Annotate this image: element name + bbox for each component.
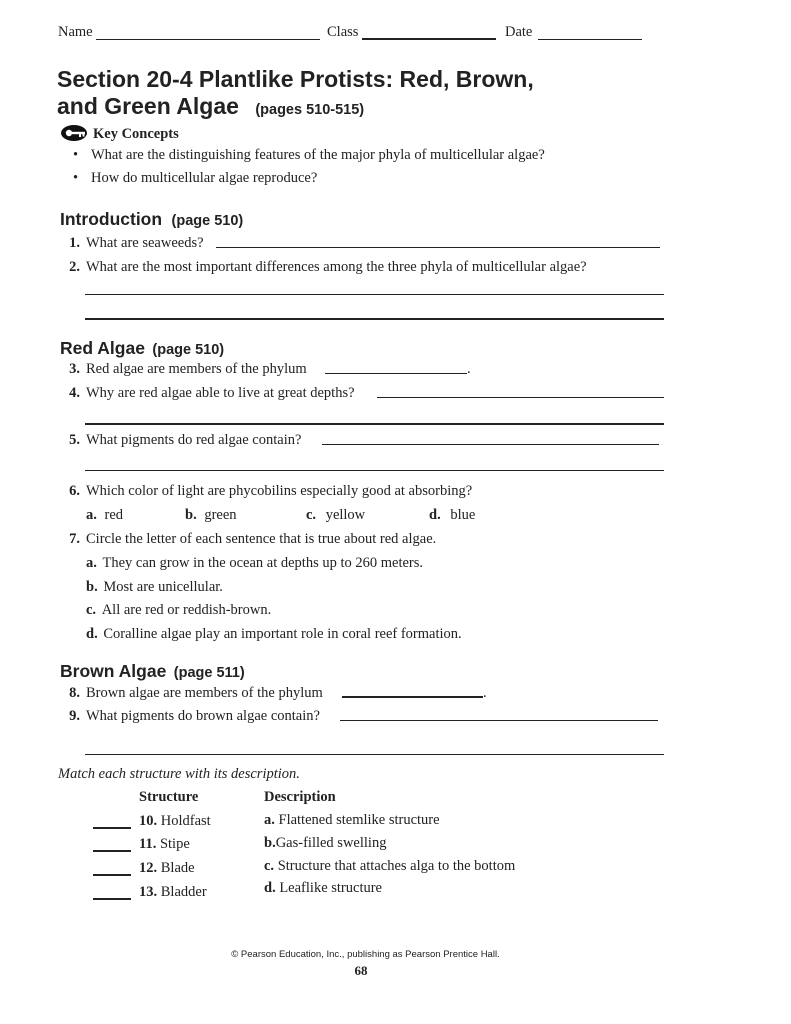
choice-c[interactable]: c. yellow — [306, 507, 366, 523]
section-title-line2 — [57, 93, 364, 120]
date-field[interactable] — [538, 39, 642, 40]
answer-line-q9[interactable] — [340, 720, 658, 721]
choice-a[interactable]: a. red — [86, 507, 124, 523]
question-5: 5. What pigments do red algae contain? — [69, 432, 302, 448]
q8-period: . — [483, 685, 487, 701]
question-4: 4. Why are red algae able to live at great depths? — [69, 385, 355, 401]
answer-line-q4[interactable] — [85, 423, 664, 425]
description-item: b.Gas-filled swelling — [264, 835, 387, 851]
key-concept-item: • What are the distinguishing features of the major phyla of multicellular algae? — [73, 147, 545, 163]
answer-line-q5[interactable] — [322, 444, 659, 445]
question-6: 6. Which color of light are phycobilins especially good at absorbing? — [69, 483, 473, 499]
class-label: Class — [327, 24, 359, 40]
match-blank-12[interactable] — [93, 874, 131, 876]
key-concepts-label: Key Concepts — [93, 126, 179, 142]
answer-line-q4[interactable] — [377, 397, 664, 398]
question-7: 7. Circle the letter of each sentence that is true about red algae. — [69, 531, 437, 547]
description-header: Description — [264, 789, 336, 805]
choice-c[interactable]: c. All are red or reddish-brown. — [86, 602, 272, 618]
section-title-text: and Green Algae — [57, 93, 239, 119]
choice-d[interactable]: d. Coralline algae play an important role in coral reef formation. — [86, 626, 462, 642]
choice-d[interactable]: d. blue — [429, 507, 476, 523]
question-3: 3. Red algae are members of the phylum — [69, 361, 307, 377]
structure-item: 12. Blade — [139, 860, 195, 876]
answer-line-q2[interactable] — [85, 294, 664, 295]
structure-item: 13. Bladder — [139, 884, 207, 900]
date-label: Date — [505, 24, 533, 40]
key-icon — [60, 124, 90, 142]
answer-line-q5[interactable] — [85, 470, 664, 471]
description-item: a. Flattened stemlike structure — [264, 812, 440, 828]
choice-b[interactable]: b. green — [185, 507, 237, 523]
match-blank-11[interactable] — [93, 850, 131, 852]
page-number: 68 — [354, 963, 368, 978]
match-blank-10[interactable] — [93, 827, 131, 829]
question-2: 2. What are the most important differences among the three phyla of multicellular algae? — [69, 259, 587, 275]
name-field[interactable] — [96, 39, 320, 40]
answer-line-q3[interactable] — [325, 373, 467, 374]
structure-header: Structure — [139, 789, 199, 805]
answer-line-q8[interactable] — [342, 696, 483, 698]
red-algae-heading: Red Algae (page 510) — [60, 338, 225, 358]
question-8: 8. Brown algae are members of the phylum — [69, 685, 323, 701]
answer-line-q9[interactable] — [85, 754, 664, 755]
description-item: c. Structure that attaches alga to the bottom — [264, 858, 516, 874]
q3-period: . — [467, 361, 471, 377]
question-1: 1. What are seaweeds? — [69, 235, 204, 251]
match-instructions: Match each structure with its description. — [58, 766, 300, 782]
name-label: Name — [58, 24, 93, 40]
key-concept-item: • How do multicellular algae reproduce? — [73, 170, 318, 186]
structure-item: 10. Holdfast — [139, 813, 211, 829]
question-9: 9. What pigments do brown algae contain? — [69, 708, 320, 724]
brown-algae-heading: Brown Algae (page 511) — [60, 661, 245, 681]
answer-line-q1[interactable] — [216, 247, 660, 248]
intro-heading: Introduction (page 510) — [60, 209, 244, 229]
choice-a[interactable]: a. They can grow in the ocean at depths up to 260 meters. — [86, 555, 424, 571]
answer-line-q2[interactable] — [85, 318, 664, 320]
structure-item: 11. Stipe — [139, 836, 190, 852]
section-title-line1: Section 20-4 Plantlike Protists: Red, Brown, — [57, 66, 534, 92]
match-blank-13[interactable] — [93, 898, 131, 900]
choice-b[interactable]: b. Most are unicellular. — [86, 579, 223, 595]
section-title-pages: (pages 510-515) — [255, 102, 365, 118]
description-item: d. Leaflike structure — [264, 880, 382, 896]
class-field[interactable] — [362, 38, 496, 40]
copyright: © Pearson Education, Inc., publishing as Pearson Prentice Hall. — [231, 949, 500, 960]
